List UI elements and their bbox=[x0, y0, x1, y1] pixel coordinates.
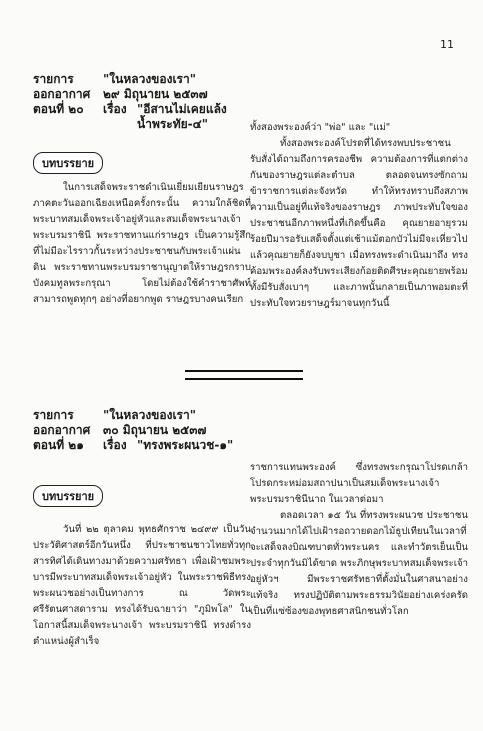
body-paragraph: ทั้งสองพระองค์โปรดที่ได้ทรงพบประชาชน รับสั่งได้ถามถึงการครองชีพ ความต้องการที่แตกต่างกันของราษฎรแต่ละตำบล ตลอดจนทรงซักถามข้าราชการแต่ละจังหวัด ทำให้ทรงทราบถึงสภาพความเป็นอยู่ที่แท้จริงของราษฎร ภาพประทับใจของประชาชนอีกภาพหนึ่งที่เกิดขึ้นคือ คุณยายอายุรวมร้อยปีมารอรับเสด็จตั้งแต่เช้าแม้ตอกบัวไม่มีจะเหี่ยวไปแล้วคุณยายก็ยังจบบูชา เมื่อทรงพระดำเนินมาถึง ทรงค้อมพระองค์ลงรับพระเสียงก้อยติดศีรษะคุณยายพร้อมทั้งมีรับสั่งเบาๆ และภาพนั้นกลายเป็นภาพอมตะที่ประทับใจทวยราษฎร์มาจนทุกวันนี้ bbox=[250, 138, 468, 309]
section-2-header bbox=[33, 408, 268, 453]
page-number: 11 bbox=[440, 38, 454, 51]
subject-label: เรื่อง bbox=[103, 102, 127, 116]
section-2-right-column bbox=[250, 460, 468, 620]
program-value: "ในหลวงของเรา" bbox=[103, 72, 196, 86]
episode-label: ตอนที่ ๒๑ bbox=[33, 438, 84, 452]
airdate-value: ๓๐ มิถุนายน ๒๕๓๗ bbox=[103, 423, 207, 437]
subject-value: "อีสานไม่เคยแล้ง bbox=[137, 102, 227, 116]
body-paragraph: ทั้งสองพระองค์ว่า "พ่อ" และ "แม่" bbox=[250, 122, 391, 133]
program-value: "ในหลวงของเรา" bbox=[103, 408, 196, 422]
airdate-value: ๒๙ มิถุนายน ๒๕๓๗ bbox=[103, 87, 208, 101]
airdate-label: ออกอากาศ bbox=[33, 423, 91, 437]
section-divider bbox=[185, 370, 303, 380]
subject-value-line-2: น้ำพระทัย-๔" bbox=[137, 117, 208, 131]
airdate-label: ออกอากาศ bbox=[33, 87, 91, 101]
program-label: รายการ bbox=[33, 72, 74, 86]
editorial-tag: บทบรรยาย bbox=[33, 152, 103, 174]
section-1-right-column bbox=[250, 120, 468, 312]
episode-label: ตอนที่ ๒๐ bbox=[33, 102, 84, 116]
body-paragraph: ในการเสด็จพระราชดำเนินเยี่ยมเยียนราษฎรภาคตะวันออกเฉียงเหนือครั้งกระนั้น ความใกล้ชิดที่พระบาทสมเด็จพระเจ้าอยู่หัวและสมเด็จพระนางเจ้า พระบรมราชินี พระราชทานแก่ราษฎร เป็นความรู้สึกที่ไม่มีอะไรราวกั้นระหว่างประชาชนกับพระเจ้าแผ่นดิน พระราชทานพระบรมราชานุญาตให้ราษฎรกราบบังคมทูลพระกรุณา โดยไม่ต้องใช้คำราชาศัพท์สามารถพูดทุกๆ อย่างที่อยากพูด ราษฎรบางคนเรียก bbox=[33, 182, 251, 305]
section-1-left-column bbox=[33, 180, 251, 308]
body-paragraph: ราชการแทนพระองค์ ซึ่งทรงพระกรุณาโปรดเกล้าโปรดกระหม่อมสถาปนาเป็นสมเด็จพระนางเจ้าพระบรมราชินีนาถ ในเวลาต่อมา bbox=[250, 462, 468, 505]
section-2-left-column bbox=[33, 522, 251, 650]
subject-value: "ทรงพระผนวช-๑" bbox=[137, 438, 234, 452]
subject-label: เรื่อง bbox=[103, 438, 127, 452]
program-label: รายการ bbox=[33, 408, 74, 422]
editorial-tag: บทบรรยาย bbox=[33, 485, 103, 507]
body-paragraph: วันที่ ๒๒ ตุลาคม พุทธศักราช ๒๔๙๙ เป็นวันประวัติศาสตร์อีกวันหนึ่ง ที่ประชาชนชาวไทยทั่วทุกสารทิศได้เดินทางมาด้วยความศรัทธา เพื่อเฝ้าชมพระบารมีพระบาทสมเด็จพระเจ้าอยู่หัว ในพระราชพิธีทรงพระผนวชอย่างเป็นทางการ ณ วัดพระศรีรัตนศาสดาราม ทรงได้รับฉายาว่า "ภูมิพโล" ในโอกาสนี้สมเด็จพระนางเจ้า พระบรมราชินี ทรงดำรงตำแหน่งผู้สำเร็จ bbox=[33, 524, 251, 647]
section-1-header bbox=[33, 72, 268, 132]
body-paragraph: ตลอดเวลา ๑๕ วัน ที่ทรงพระผนวช ประชาชนจำนวนมากได้ไปเฝ้ารอถวายดอกไม้ธูปเทียนในเวลาที่จะเสด็จลงบิณฑบาตทั่วพระนคร และทำวัตรเย็นเป็นประจำทุกวันมิได้ขาด พระภิกษุพระบาทสมเด็จพระเจ้าอยู่หัวฯ มีพระราชศรัทธาที่ตั้งมั่นในศาสนาอย่างแท้จริง ทรงปฏิบัติตามพระธรรมวินัยอย่างเคร่งครัดเป็นที่แซ่ซ้องของพุทธศาสนิกชนทั่วโลก bbox=[250, 510, 468, 617]
